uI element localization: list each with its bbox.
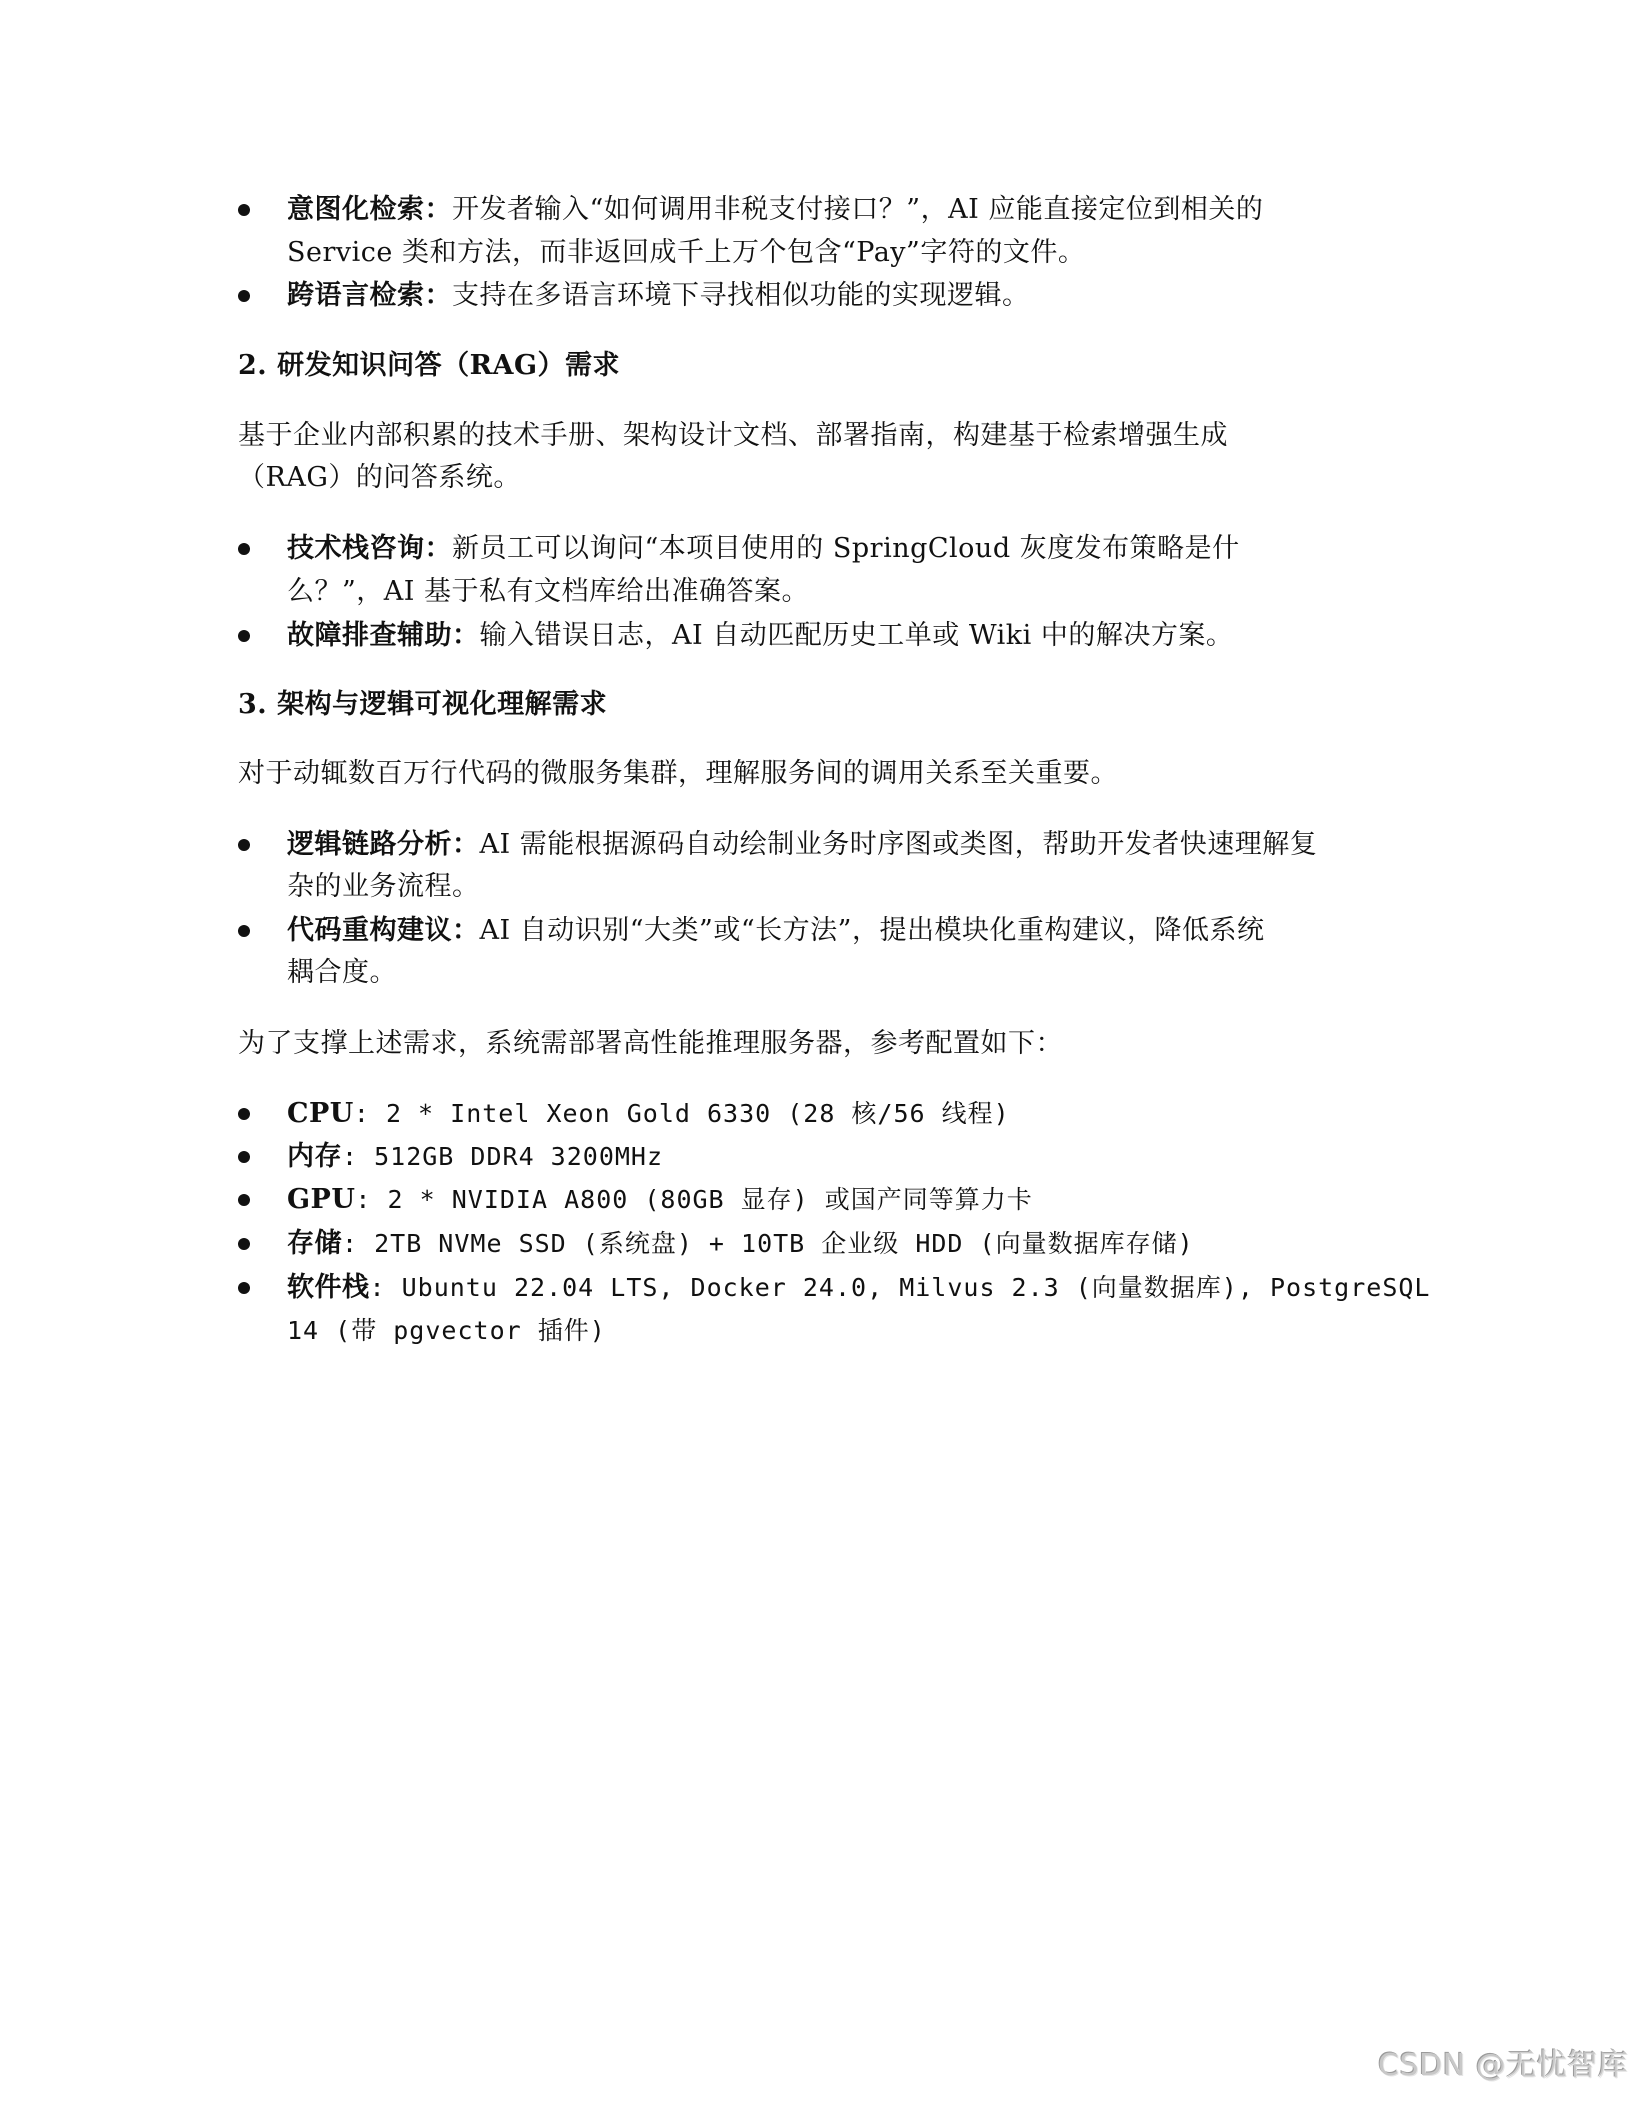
- bullet-term: 逻辑链路分析：: [287, 829, 480, 860]
- bullet-text: AI 需能根据源码自动绘制业务时序图或类图，帮助开发者快速理解复: [479, 829, 1318, 860]
- bullet-dot: [238, 630, 250, 642]
- paragraph-rag-intro: 基于企业内部积累的技术手册、架构设计文档、部署指南，构建基于检索增强生成: [238, 420, 1228, 451]
- bullet-dot: [238, 204, 250, 216]
- bullet-dot: [238, 290, 250, 302]
- paragraph-rag-intro-cont: （RAG）的问答系统。: [238, 462, 521, 493]
- spec-cpu: [287, 1092, 1010, 1135]
- spec-continuation: 14 (带 pgvector 插件): [287, 1316, 606, 1345]
- bullet-continuation: 杂的业务流程。: [287, 871, 480, 902]
- bullet-dot: [238, 543, 250, 555]
- bullet-logic-chain: [287, 823, 1317, 866]
- bullet-term: 意图化检索：: [287, 194, 452, 225]
- spec-memory: [287, 1135, 663, 1178]
- paragraph-hardware-intro: 为了支撑上述需求，系统需部署高性能推理服务器，参考配置如下：: [238, 1028, 1063, 1059]
- bullet-dot: [238, 1108, 250, 1120]
- bullet-refactor-advice: [287, 909, 1264, 952]
- bullet-dot: [238, 1282, 250, 1294]
- bullet-intent-search: [287, 188, 1263, 231]
- watermark: CSDN @无忧智库: [1378, 2048, 1629, 2083]
- spec-value: : 512GB DDR4 3200MHz: [342, 1142, 664, 1171]
- spec-value: : 2TB NVMe SSD (系统盘) + 10TB 企业级 HDD (向量数据库存储): [342, 1229, 1194, 1258]
- bullet-text: 开发者输入“如何调用非税支付接口？”，AI 应能直接定位到相关的: [452, 194, 1264, 225]
- spec-value: : 2 * Intel Xeon Gold 6330 (28 核/56 线程): [353, 1099, 1010, 1128]
- bullet-dot: [238, 1194, 250, 1206]
- bullet-dot: [238, 925, 250, 937]
- bullet-continuation: 耦合度。: [287, 957, 397, 988]
- spec-term: 软件栈: [287, 1272, 370, 1303]
- spec-value: : Ubuntu 22.04 LTS, Docker 24.0, Milvus 2.3 (向量数据库), PostgreSQL: [369, 1273, 1431, 1302]
- bullet-troubleshooting: [287, 614, 1233, 657]
- bullet-term: 技术栈咨询：: [287, 533, 452, 564]
- spec-value: : 2 * NVIDIA A800 (80GB 显存) 或国产同等算力卡: [355, 1185, 1033, 1214]
- bullet-term: 跨语言检索：: [287, 280, 452, 311]
- bullet-tech-stack-consult: [287, 527, 1240, 570]
- bullet-text: 新员工可以询问“本项目使用的 SpringCloud 灰度发布策略是什: [452, 533, 1240, 564]
- bullet-dot: [238, 839, 250, 851]
- bullet-term: 代码重构建议：: [287, 915, 480, 946]
- spec-term: 存储: [287, 1228, 342, 1259]
- paragraph-architecture-intro: 对于动辄数百万行代码的微服务集群，理解服务间的调用关系至关重要。: [238, 758, 1118, 789]
- spec-gpu: [287, 1178, 1033, 1221]
- section-heading-rag: 2. 研发知识问答（RAG）需求: [238, 350, 621, 381]
- bullet-dot: [238, 1238, 250, 1250]
- bullet-cross-language-search: [287, 274, 1030, 317]
- spec-term: GPU: [287, 1184, 356, 1215]
- spec-term: 内存: [287, 1141, 342, 1172]
- spec-software-stack: [287, 1266, 1430, 1309]
- bullet-text: 支持在多语言环境下寻找相似功能的实现逻辑。: [452, 280, 1030, 311]
- bullet-continuation: Service 类和方法，而非返回成千上万个包含“Pay”字符的文件。: [287, 237, 1086, 268]
- bullet-term: 故障排查辅助：: [287, 620, 480, 651]
- section-heading-architecture: 3. 架构与逻辑可视化理解需求: [238, 689, 608, 720]
- spec-term: CPU: [287, 1098, 354, 1129]
- bullet-text: 输入错误日志，AI 自动匹配历史工单或 Wiki 中的解决方案。: [479, 620, 1234, 651]
- bullet-continuation: 么？”，AI 基于私有文档库给出准确答案。: [287, 576, 810, 607]
- bullet-text: AI 自动识别“大类”或“长方法”，提出模块化重构建议，降低系统: [479, 915, 1265, 946]
- bullet-dot: [238, 1151, 250, 1163]
- spec-storage: [287, 1222, 1194, 1265]
